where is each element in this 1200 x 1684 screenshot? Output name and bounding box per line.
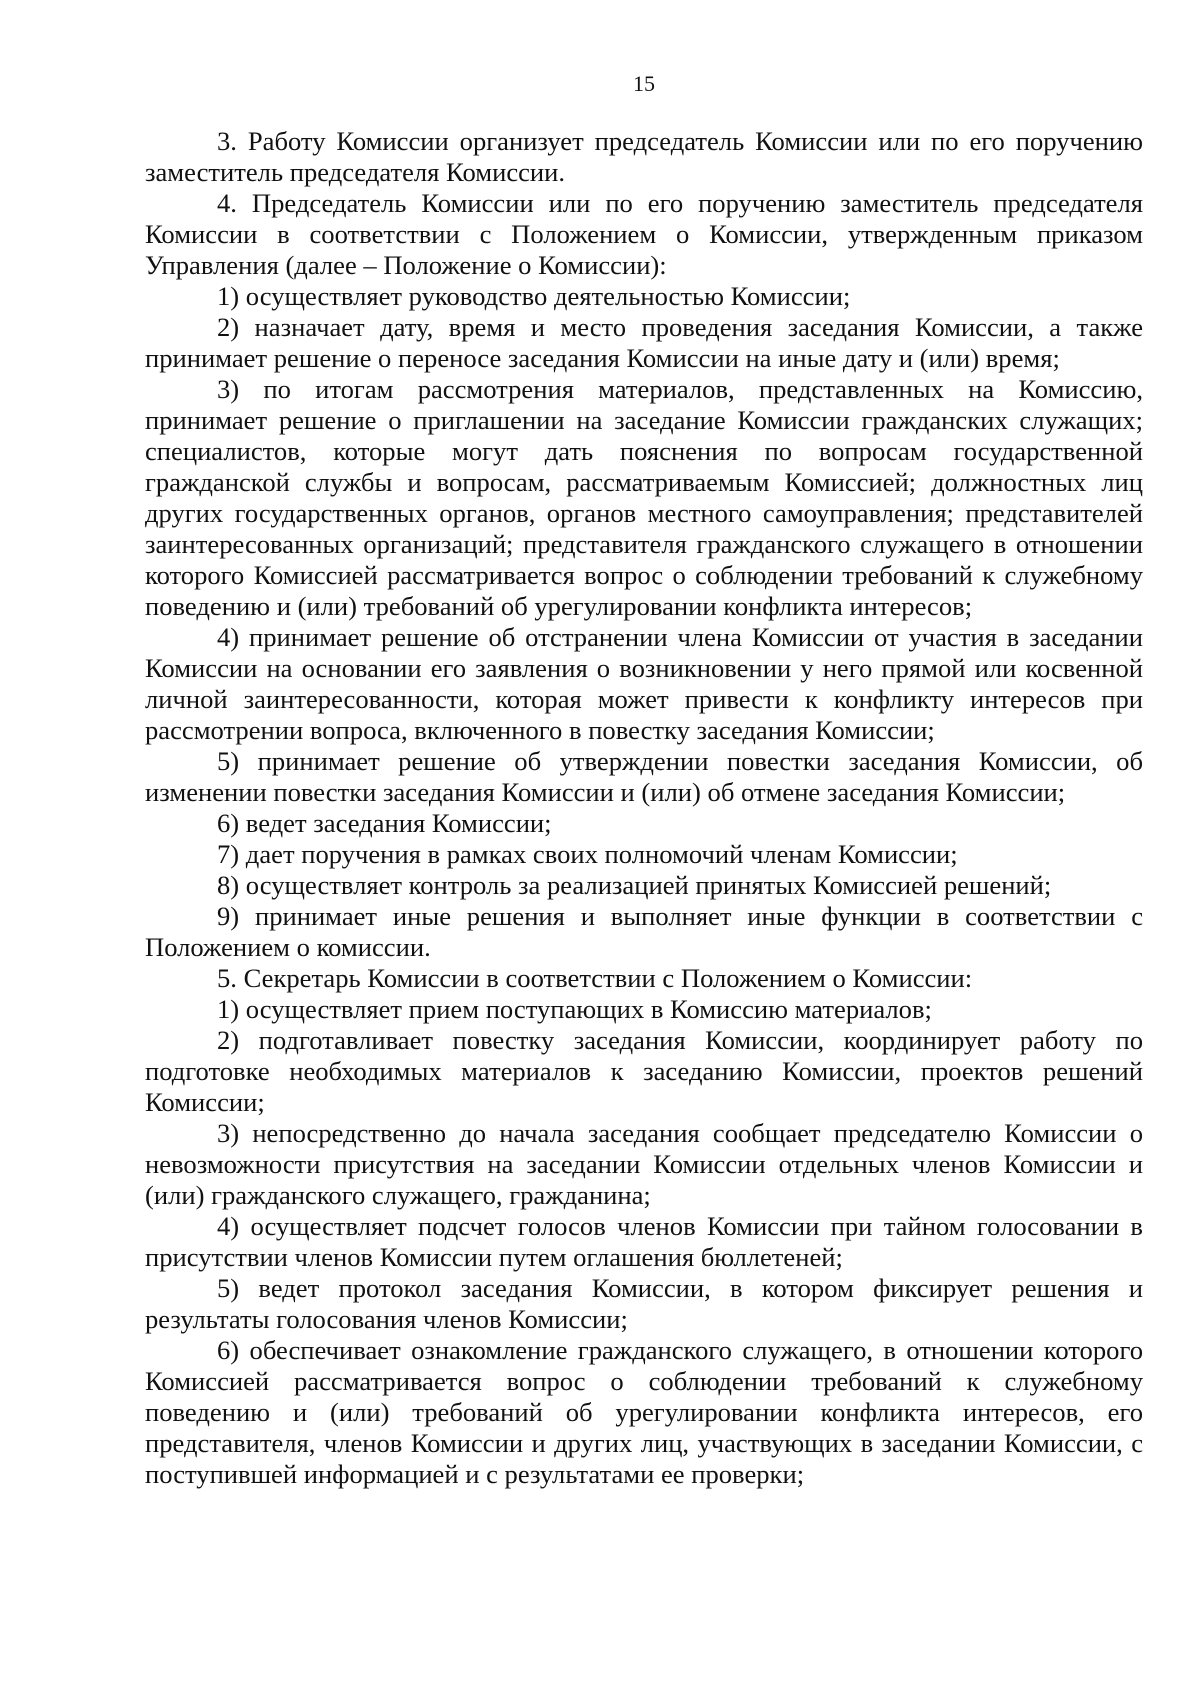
paragraph: 8) осуществляет контроль за реализацией принятых Комиссией решений;: [217, 870, 1052, 900]
paragraph: 1) осуществляет прием поступающих в Комиссию материалов;: [217, 994, 932, 1024]
paragraph: 6) обеспечивает ознакомление гражданского служащего, в отношении которого Комиссией рассматривается вопрос о соблюдении требований к служебному поведению и (или) требований об урегулировании конфликта интересов, его представителя, членов Комиссии и других лиц, участвующих в заседании Комиссии, с поступившей информацией и с результатами ее проверки;: [145, 1335, 1143, 1489]
paragraph: 3. Работу Комиссии организует председатель Комиссии или по его поручению заместитель председателя Комиссии.: [145, 126, 1143, 187]
paragraph: 2) подготавливает повестку заседания Комиссии, координирует работу по подготовке необходимых материалов к заседанию Комиссии, проектов решений Комиссии;: [145, 1025, 1143, 1117]
paragraph: 1) осуществляет руководство деятельностью Комиссии;: [217, 281, 851, 311]
paragraph: 3) непосредственно до начала заседания сообщает председателю Комиссии о невозможности присутствия на заседании Комиссии отдельных членов Комиссии и (или) гражданского служащего, гражданина;: [145, 1118, 1143, 1210]
paragraph: 9) принимает иные решения и выполняет иные функции в соответствии с Положением о комиссии.: [145, 901, 1143, 962]
page-number: 15: [633, 71, 655, 96]
paragraph: 4) осуществляет подсчет голосов членов Комиссии при тайном голосовании в присутствии членов Комиссии путем оглашения бюллетеней;: [145, 1211, 1143, 1272]
paragraph: 5) принимает решение об утверждении повестки заседания Комиссии, об изменении повестки заседания Комиссии и (или) об отмене заседания Комиссии;: [145, 746, 1143, 807]
paragraph: 4) принимает решение об отстранении члена Комиссии от участия в заседании Комиссии на основании его заявления о возникновении у него прямой или косвенной личной заинтересованности, которая может привести к конфликту интересов при рассмотрении вопроса, включенного в повестку заседания Комиссии;: [145, 622, 1143, 745]
document-body: [145, 126, 1143, 1490]
paragraph: 7) дает поручения в рамках своих полномочий членам Комиссии;: [217, 839, 958, 869]
paragraph: 6) ведет заседания Комиссии;: [217, 808, 552, 838]
paragraph: 2) назначает дату, время и место проведения заседания Комиссии, а также принимает решение о переносе заседания Комиссии на иные дату и (или) время;: [145, 312, 1143, 373]
paragraph: 3) по итогам рассмотрения материалов, представленных на Комиссию, принимает решение о приглашении на заседание Комиссии гражданских служащих; специалистов, которые могут дать пояснения по вопросам государственной гражданской службы и вопросам, рассматриваемым Комиссией; должностных лиц других государственных органов, органов местного самоуправления; представителей заинтересованных организаций; представителя гражданского служащего в отношении которого Комиссией рассматривается вопрос о соблюдении требований к служебному поведению и (или) требований об урегулировании конфликта интересов;: [145, 374, 1143, 621]
paragraph: 4. Председатель Комиссии или по его поручению заместитель председателя Комиссии в соответствии с Положением о Комиссии, утвержденным приказом Управления (далее – Положение о Комиссии):: [145, 188, 1143, 280]
paragraph: 5) ведет протокол заседания Комиссии, в котором фиксирует решения и результаты голосования членов Комиссии;: [145, 1273, 1143, 1334]
paragraph: 5. Секретарь Комиссии в соответствии с Положением о Комиссии:: [217, 963, 973, 993]
